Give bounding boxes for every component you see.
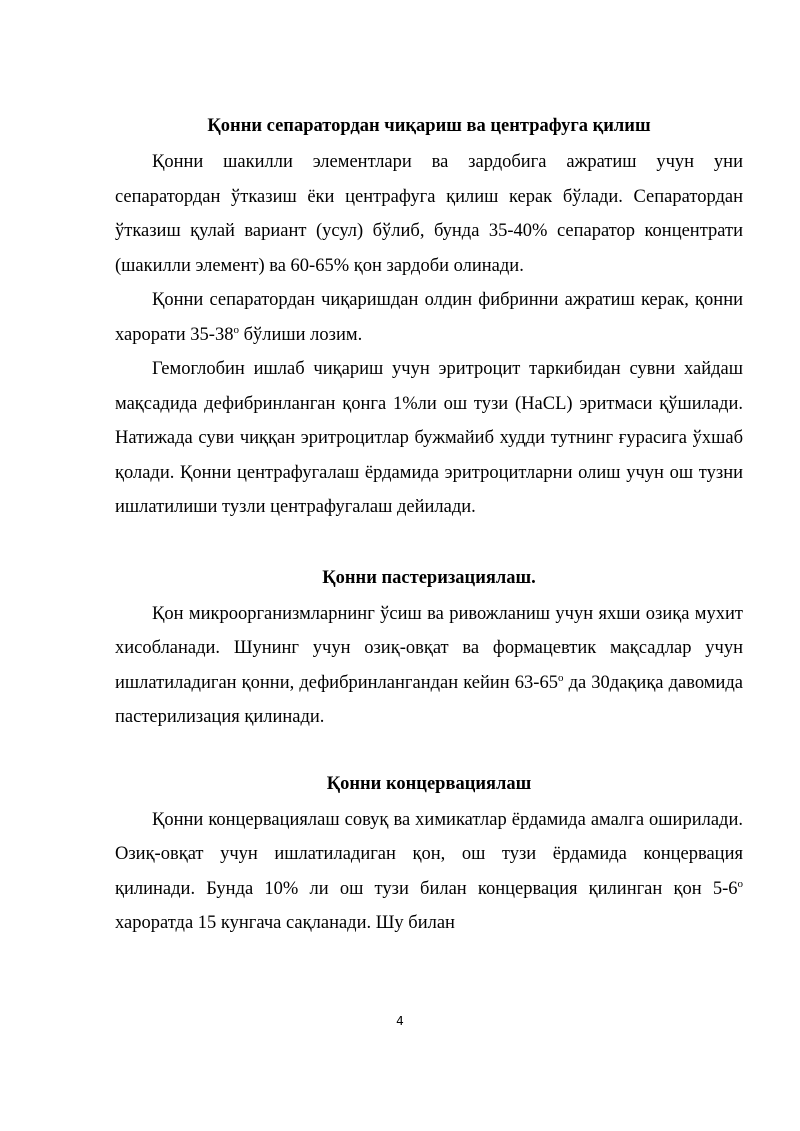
paragraph: Гемоглобин ишлаб чиқариш учун эритроцит таркибидан сувни хайдаш мақсадида дефибринланган қонга 1%ли ош тузи (HaCL) эритмаси қўшилади. Натижада суви чиққан эритроцитлар бужмайиб худди тутнинг ғурасига ўхшаб қолади. Қонни центрафугалаш ёрдамида эритроцитларни олиш учун ош тузни ишлатилиши тузли центрафугалаш дейилади. [115,359,743,517]
page-number: 4 [396,1014,404,1028]
paragraph-text: бўлиши лозим. [238,324,363,345]
paragraph [115,597,743,735]
paragraph-text: да 30дақиқа давомида пастерилизация қилинади. [115,672,743,727]
degree-mark: о [233,323,239,336]
page-content [115,107,743,941]
paragraph-text: Қон микроорганизмларнинг ўсиш ва ривожланиш учун яхши озиқа мухит хисобланади. Шунинг учун озиқ-овқат ва формацевтик мақсадлар учун ишлатиладиган қонни, дефибринлангандан кейин 63-65 [115,603,743,693]
paragraph-text: Қонни концервациялаш совуқ ва химикатлар ёрдамида амалга оширилади. Озиқ-овқат учун ишлатиладиган қон, ош тузи ёрдамида концервация қилинади. Бунда 10% ли ош тузи билан концервация қилинган қон 5-6 [115,809,743,899]
paragraph [115,283,743,352]
section-heading-separation: Қонни сепаратордан чиқариш ва центрафуга қилиш [207,116,651,136]
paragraph [115,803,743,941]
section-heading-pasteurization: Қонни пастеризациялаш. [322,567,536,588]
paragraph-text: хароратда 15 кунгача сақланади. Шу билан [115,913,455,933]
section-heading-conservation: Қонни концервациялаш [326,773,532,794]
degree-mark: о [737,877,743,890]
degree-mark: о [557,671,564,684]
paragraph-text: Қонни сепаратордан чиқаришдан олдин фибринни ажратиш керак, қонни харорати 35-38 [115,290,743,345]
paragraph: Қонни шакилли элементлари ва зардобига ажратиш учун уни сепаратордан ўтказиш ёки центрафуга қилиш керак бўлади. Сепаратордан ўтказиш қулай вариант (усул) бўлиб, бунда 35-40% сепаратор концентрати (шакилли элемент) ва 60-65% қон зардоби олинади. [115,152,743,276]
